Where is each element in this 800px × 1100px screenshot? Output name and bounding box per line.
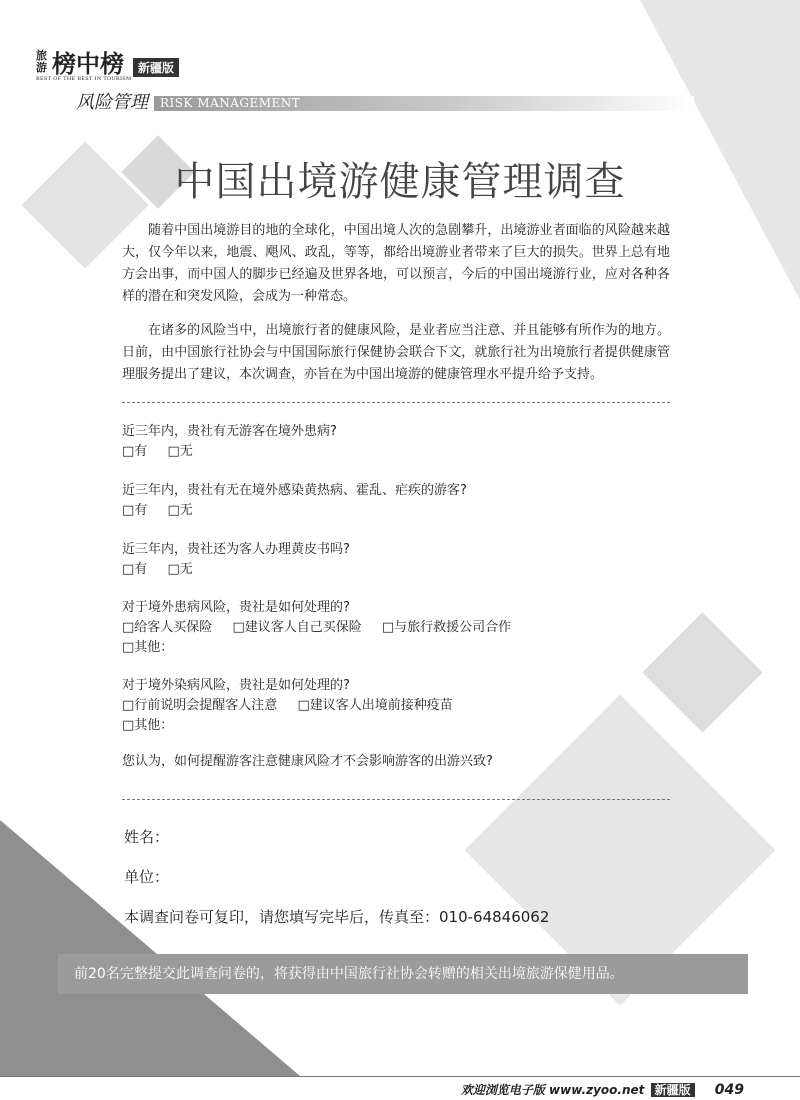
question-4: 对于境外患病风险，贵社是如何处理的? bbox=[122, 600, 350, 615]
brand-small-text: 旅游 bbox=[36, 49, 47, 74]
corner-triangle-bottom-left bbox=[0, 820, 300, 1076]
page-number: 049 bbox=[714, 1082, 744, 1098]
option-checkbox[interactable]: □无 bbox=[167, 444, 193, 459]
footer-site-link[interactable]: www.zyoo.net bbox=[549, 1083, 645, 1097]
dashed-divider-top bbox=[122, 402, 670, 403]
option-other-checkbox[interactable]: □其他： bbox=[122, 718, 174, 733]
brand-english-tagline: BEST OF THE BEST IN TOURISM bbox=[36, 76, 132, 82]
question-4-options bbox=[122, 618, 527, 638]
option-checkbox[interactable]: □给客人买保险 bbox=[122, 620, 213, 635]
intro-paragraph-1: 随着中国出境游目的地的全球化，中国出境人次的急剧攀升，出境游业者面临的风险越来越大，仅今年以来，地震、飓风、政乱，等等，都给出境游业者带来了巨大的损失。世界上总有地方会出事，而中国人的脚步已经遍及世界各地，可以预言，今后的中国出境游行业，应对各种各样的潜在和突发风险，会成为一种常态。 bbox=[122, 223, 670, 304]
reward-banner: 前20名完整提交此调查问卷的，将获得由中国旅行社协会转赠的相关出境旅游保健用品。 bbox=[58, 954, 748, 994]
question-3: 近三年内，贵社还为客人办理黄皮书吗? bbox=[122, 542, 350, 557]
question-2: 近三年内，贵社有无在境外感染黄热病、霍乱、疟疾的游客? bbox=[122, 483, 467, 498]
fax-instruction: 本调查问卷可复印，请您填写完毕后，传真至：010-64846062 bbox=[124, 908, 550, 926]
option-checkbox[interactable]: □与旅行救援公司合作 bbox=[381, 620, 512, 635]
option-checkbox[interactable]: □无 bbox=[167, 562, 193, 577]
name-field-label[interactable]: 姓名： bbox=[124, 828, 170, 846]
option-other-checkbox[interactable]: □其他： bbox=[122, 640, 174, 655]
diamond-decoration-right-small bbox=[642, 612, 762, 732]
question-5: 对于境外染病风险，贵社是如何处理的? bbox=[122, 678, 350, 693]
option-checkbox[interactable]: □有 bbox=[122, 444, 148, 459]
footer-welcome: 欢迎浏览电子版 bbox=[460, 1083, 545, 1097]
question-1-options bbox=[122, 442, 209, 462]
question-4-other bbox=[122, 638, 189, 658]
footer-edition-badge: 新疆版 bbox=[651, 1083, 695, 1097]
footer-divider bbox=[0, 1076, 800, 1077]
question-5-options bbox=[122, 696, 469, 716]
option-checkbox[interactable]: □有 bbox=[122, 562, 148, 577]
option-checkbox[interactable]: □行前说明会提醒客人注意 bbox=[122, 698, 278, 713]
question-3-options bbox=[122, 560, 209, 580]
question-6: 您认为，如何提醒游客注意健康风险才不会影响游客的出游兴致? bbox=[122, 754, 493, 769]
option-checkbox[interactable]: □有 bbox=[122, 503, 148, 518]
question-5-other bbox=[122, 716, 189, 736]
section-title-cn: 风险管理 bbox=[76, 92, 148, 113]
intro-paragraph-2: 在诸多的风险当中，出境旅行者的健康风险，是业者应当注意、并且能够有所作为的地方。日前，由中国旅行社协会与中国国际旅行保健协会联合下文，就旅行社为出境旅行者提供健康管理服务提出了建议，本次调查，亦旨在为中国出境游的健康管理水平提升给予支持。 bbox=[122, 323, 670, 382]
unit-field-label[interactable]: 单位： bbox=[124, 868, 170, 886]
section-title-en: RISK MANAGEMENT bbox=[160, 96, 301, 110]
question-2-options bbox=[122, 501, 209, 521]
option-checkbox[interactable]: □建议客人自己买保险 bbox=[232, 620, 362, 635]
edition-badge: 新疆版 bbox=[133, 58, 179, 77]
question-1: 近三年内，贵社有无游客在境外患病? bbox=[122, 424, 337, 439]
dashed-divider-bottom bbox=[122, 799, 670, 800]
page-footer bbox=[461, 1081, 744, 1098]
option-checkbox[interactable]: □建议客人出境前接种疫苗 bbox=[297, 698, 453, 713]
page-title: 中国出境游健康管理调查 bbox=[174, 159, 626, 205]
brand-logo-text: 榜中榜 bbox=[52, 49, 124, 78]
option-checkbox[interactable]: □无 bbox=[167, 503, 193, 518]
